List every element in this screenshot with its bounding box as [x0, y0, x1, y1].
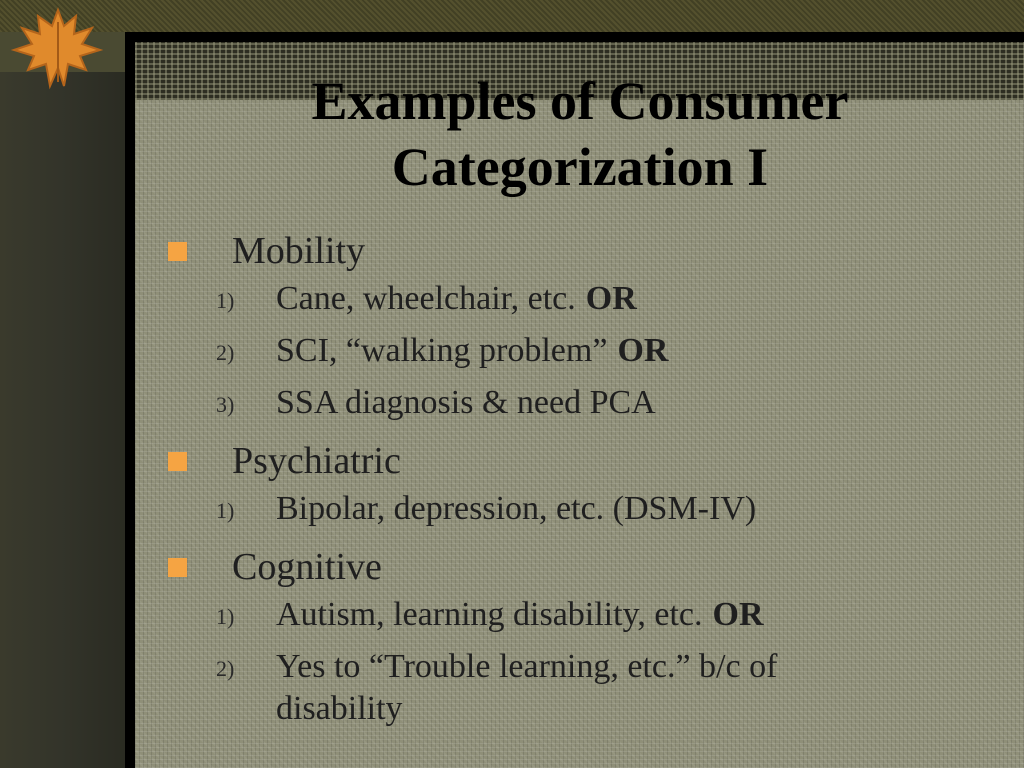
- bullet-psychiatric: [160, 438, 1010, 488]
- list-item: [160, 330, 1010, 372]
- item-emphasis: OR: [712, 596, 764, 633]
- bullet-label: Mobility: [232, 230, 366, 272]
- list-item: [160, 646, 1010, 730]
- item-text: Bipolar, depression, etc. (DSM-IV): [276, 490, 757, 527]
- list-item: [160, 278, 1010, 320]
- item-number: 1): [216, 604, 235, 629]
- bullet-list: [160, 228, 1010, 730]
- slide-title-line-2: Categorization I: [391, 137, 769, 197]
- item-text: SSA diagnosis & need PCA: [276, 384, 656, 421]
- top-texture-band: [0, 0, 1024, 32]
- item-number: 2): [216, 656, 235, 681]
- bullet-square-icon: [168, 242, 187, 261]
- maple-leaf-icon: [6, 2, 116, 92]
- bullet-square-icon: [168, 558, 187, 577]
- bullet-mobility: [160, 228, 1010, 278]
- item-text: Yes to “Trouble learning, etc.” b/c of: [276, 648, 778, 685]
- item-number: 3): [216, 392, 235, 417]
- item-number: 1): [216, 288, 235, 313]
- list-item: [160, 488, 1010, 530]
- list-item: [160, 382, 1010, 424]
- item-text: SCI, “walking problem”: [276, 332, 608, 369]
- item-number: 2): [216, 340, 235, 365]
- bullet-square-icon: [168, 452, 187, 471]
- slide-title: [250, 68, 910, 200]
- list-item: [160, 594, 1010, 636]
- item-text: Cane, wheelchair, etc.: [276, 280, 576, 317]
- bullet-label: Cognitive: [232, 546, 382, 588]
- item-emphasis: OR: [585, 280, 637, 317]
- item-number: 1): [216, 498, 235, 523]
- bullet-cognitive: [160, 544, 1010, 594]
- item-emphasis: OR: [617, 332, 669, 369]
- left-side-bar: [0, 32, 125, 768]
- item-text-continuation: disability: [276, 690, 403, 727]
- bullet-label: Psychiatric: [232, 440, 401, 482]
- item-text: Autism, learning disability, etc.: [276, 596, 703, 633]
- slide-title-line-1: Examples of Consumer: [311, 71, 849, 131]
